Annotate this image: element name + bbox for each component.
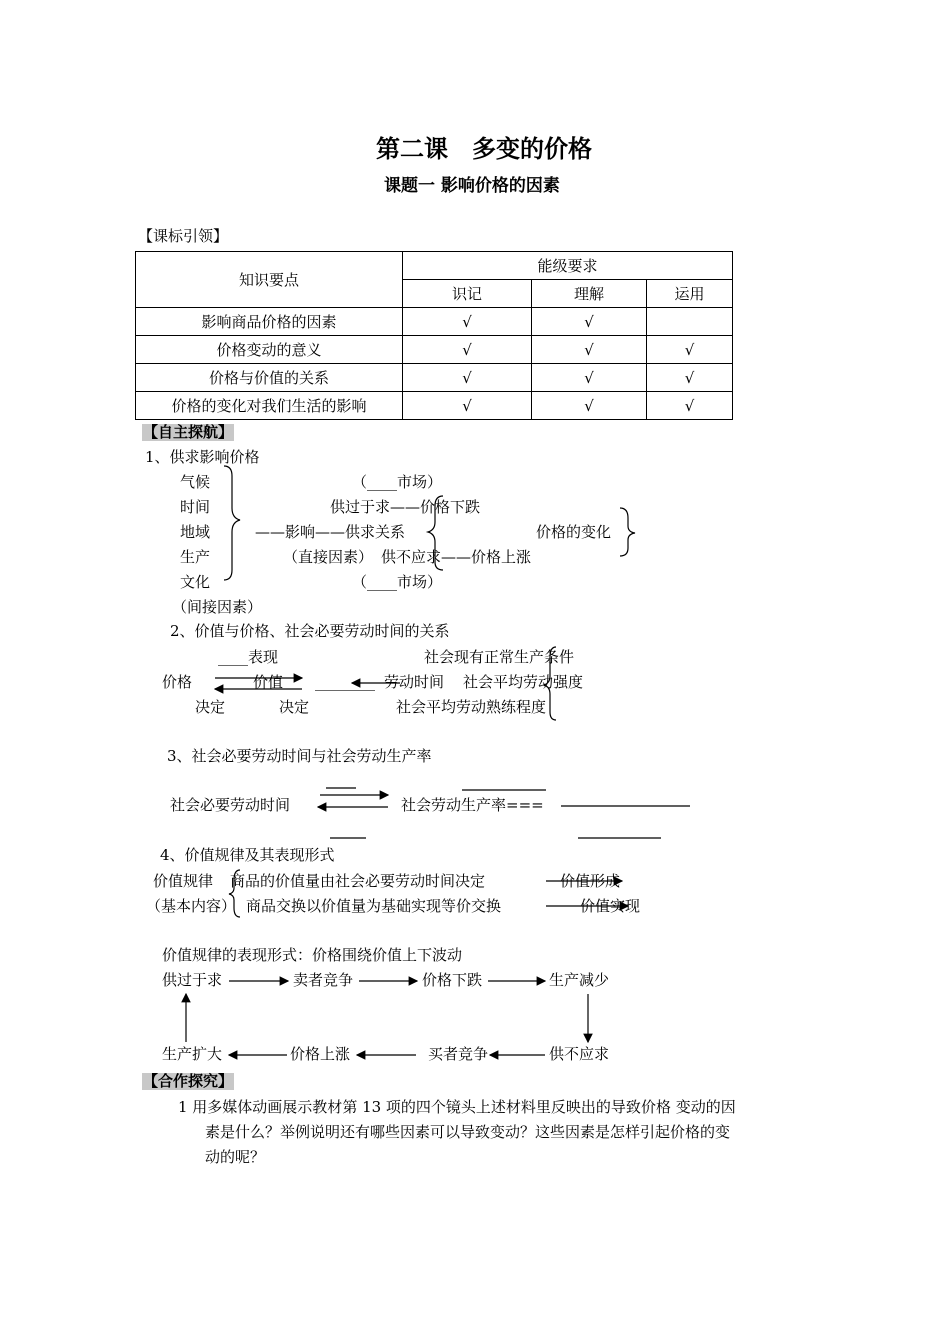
brace-factors [224,466,240,580]
cycle-step: 价格上涨 [290,1045,351,1063]
form-title: 价值规律的表现形式：价格围绕价值上下波动 [162,946,463,964]
cycle-step: 价格下跌 [422,971,483,989]
table-cell: √ [532,392,647,420]
factor-climate: 气候 [180,473,211,491]
jueding-1: 决定 [195,698,226,716]
jiazhi-label: 价值 [253,673,284,691]
jiage-label: 价格 [162,673,193,691]
question-1-line2: 素是什么？举例说明还有哪些因素可以导致变动？这些因素是怎样引起价格的变 [205,1123,731,1141]
factor-production: 生产 [180,548,211,566]
header-knowledge: 知识要点 [136,252,403,308]
subheader-yunyong: 运用 [647,280,733,308]
basic-content: （基本内容） [146,897,237,915]
influence-relation: ——影响——供求关系 [255,523,406,541]
page-subtitle: 课题一 影响价格的因素 [384,176,560,196]
factor-region: 地域 [180,523,211,541]
table-cell: 价格变动的意义 [136,336,403,364]
page-title: 第二课 多变的价格 [376,135,592,163]
subheader-shiji: 识记 [403,280,532,308]
law-line-2: 商品交换以价值量为基础实现等价交换 [246,897,502,915]
direct-factors: （直接因素） [283,548,374,566]
condition-3: 社会平均劳动熟练程度 [396,698,547,716]
biaoxian-label: ____表现 [218,648,279,666]
labor-time-label: 劳动时间 [384,673,445,691]
brace-labor-conditions [544,647,556,720]
table-cell: √ [647,392,733,420]
indirect-factors: （间接因素） [172,598,263,616]
labor-blank: ________ [315,673,375,691]
s4-heading: 4、价值规律及其表现形式 [160,846,335,864]
market-blank-1: （____市场） [352,473,443,491]
cycle-step: 买者竞争 [428,1045,489,1063]
price-change: 价格的变化 [536,523,612,541]
condition-2: 社会平均劳动强度 [463,673,584,691]
s3-mid: 社会劳动生产率=== [401,796,544,814]
table-cell: √ [403,364,532,392]
table-cell: √ [647,364,733,392]
s1-heading: 1、供求影响价格 [145,448,260,466]
result-2: 价值实现 [580,897,641,915]
subheader-lijie: 理解 [532,280,647,308]
brace-price-change [620,508,635,556]
condition-1: 社会现有正常生产条件 [424,648,575,666]
cycle-step: 卖者竞争 [293,971,354,989]
section-kebiao: 【课标引领】 [138,227,229,245]
s2-heading: 2、价值与价格、社会必要劳动时间的关系 [170,622,450,640]
table-cell: √ [647,336,733,364]
demand-exceeds: 供不应求——价格上涨 [381,548,532,566]
table-cell: √ [532,308,647,336]
market-blank-2: （____市场） [352,573,443,591]
question-1-line3: 动的呢？ [205,1148,266,1166]
table-cell: 影响商品价格的因素 [136,308,403,336]
cycle-step: 供过于求 [162,971,223,989]
question-1-line1: 1 用多媒体动画展示教材第 13 项的四个镜头上述材料里反映出的导致价格 变动的因 [178,1098,736,1116]
table-cell: √ [403,308,532,336]
table-cell: √ [403,392,532,420]
header-level: 能级要求 [403,252,733,280]
brace-supply-demand [428,496,443,570]
brace-law [229,870,240,917]
s3-heading: 3、社会必要劳动时间与社会劳动生产率 [167,747,432,765]
supply-exceeds: 供过于求——价格下跌 [330,498,481,516]
law-line-1: 商品的价值量由社会必要劳动时间决定 [230,872,486,890]
table-cell: √ [532,364,647,392]
law-label: 价值规律 [153,872,214,890]
factor-culture: 文化 [180,573,211,591]
table-cell: √ [403,336,532,364]
factor-time: 时间 [180,498,211,516]
jueding-2: 决定 [279,698,310,716]
section-zizhu: 【自主探航】 [143,423,234,441]
table-cell: 价格与价值的关系 [136,364,403,392]
table-cell: √ [532,336,647,364]
result-1: 价值形成 [560,872,621,890]
cycle-step: 生产扩大 [162,1045,223,1063]
cycle-step: 供不应求 [549,1045,610,1063]
section-hezuo: 【合作探究】 [143,1072,234,1090]
table-cell: 价格的变化对我们生活的影响 [136,392,403,420]
cycle-step: 生产减少 [549,971,610,989]
s3-left: 社会必要劳动时间 [170,796,291,814]
